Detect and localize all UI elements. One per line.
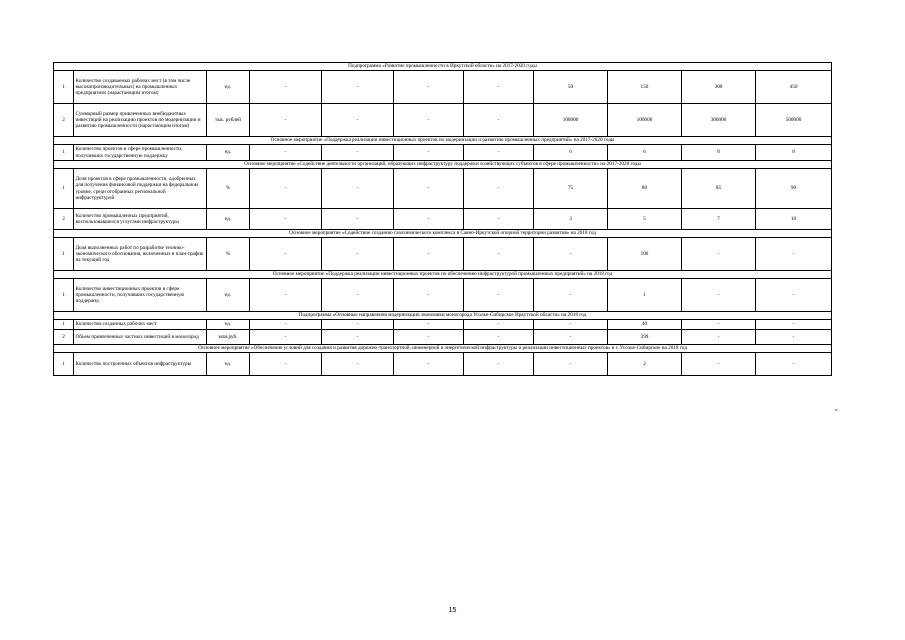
value-cell: 6: [608, 145, 682, 161]
value-cell: -: [756, 320, 832, 330]
section-title: Основное мероприятие «Поддержка реализации инвестиционных проектов по модернизации и развитию промышленных предприятий» на 2017-2020 годы: [54, 137, 832, 145]
indicator-name-cell: Количество инвестиционных проектов в сфере промышленности, получивших государственную поддержку: [74, 279, 207, 312]
indicator-row: [54, 71, 832, 104]
indicator-name-cell: Количество созданных рабочих мест: [74, 320, 207, 330]
value-cell: -: [464, 169, 534, 209]
row-number-cell: 1: [54, 145, 74, 161]
value-cell: 450: [756, 71, 832, 104]
value-cell: -: [250, 169, 322, 209]
section-title: Основное мероприятие «Поддержка реализации инвестиционных проектов по обеспечению инфраструктурой промышленных предприятий» на 2018 год: [54, 271, 832, 279]
indicators-table: [53, 62, 832, 376]
indicator-row: [54, 104, 832, 137]
value-cell: -: [682, 279, 756, 312]
section-title: Основное мероприятие «Содействие деятельности организаций, образующих инфраструктуру поддержки хозяйствующих субъектов в сфере промышленности» на 2017-2020 годы: [54, 161, 832, 169]
value-cell: -: [250, 145, 322, 161]
value-cell: 7: [682, 209, 756, 230]
value-cell: -: [250, 279, 322, 312]
subprogram-header-row: [54, 312, 832, 320]
value-cell: 399: [608, 330, 682, 345]
value-cell: 10: [756, 209, 832, 230]
value-cell: -: [682, 330, 756, 345]
value-cell: 3: [534, 209, 608, 230]
page-number: 15: [448, 607, 457, 614]
indicators-table-body: [54, 63, 832, 376]
value-cell: -: [250, 104, 322, 137]
value-cell: 1: [608, 279, 682, 312]
value-cell: 300000: [682, 104, 756, 137]
subprogram-title: Подпрограмма «Основные направления модернизации экономики моногорода Усолье-Сибирское Иркутской области» на 2018 год: [54, 312, 832, 320]
unit-cell: ед.: [207, 279, 250, 312]
row-number-cell: 2: [54, 104, 74, 137]
unit-cell: ед.: [207, 209, 250, 230]
row-number-cell: 1: [54, 353, 74, 376]
section-title-row: [54, 345, 832, 353]
value-cell: -: [464, 279, 534, 312]
row-number-cell: 1: [54, 71, 74, 104]
value-cell: -: [394, 104, 464, 137]
value-cell: 8: [756, 145, 832, 161]
unit-cell: млн.руб.: [207, 330, 250, 345]
value-cell: 100000: [534, 104, 608, 137]
value-cell: -: [250, 71, 322, 104]
indicator-row: [54, 238, 832, 271]
value-cell: -: [464, 104, 534, 137]
value-cell: 150: [608, 71, 682, 104]
section-title-row: [54, 230, 832, 238]
value-cell: -: [322, 104, 394, 137]
value-cell: -: [464, 238, 534, 271]
value-cell: 5: [608, 209, 682, 230]
value-cell: 300: [682, 71, 756, 104]
value-cell: -: [756, 330, 832, 345]
indicator-row: [54, 209, 832, 230]
indicator-name-cell: Доля проектов в сфере промышленности, одобренных для получения финансовой поддержки на федеральном уровне, среди отобранных региональной инфраструктурой: [74, 169, 207, 209]
indicator-row: [54, 169, 832, 209]
value-cell: -: [322, 320, 394, 330]
value-cell: 90: [756, 169, 832, 209]
value-cell: 100: [608, 238, 682, 271]
row-number-cell: 1: [54, 169, 74, 209]
value-cell: -: [464, 320, 534, 330]
indicator-row: [54, 145, 832, 161]
value-cell: 100000: [608, 104, 682, 137]
value-cell: -: [682, 353, 756, 376]
value-cell: -: [250, 330, 322, 345]
value-cell: -: [394, 279, 464, 312]
value-cell: -: [250, 209, 322, 230]
value-cell: -: [322, 209, 394, 230]
row-number-cell: 1: [54, 238, 74, 271]
value-cell: 50: [534, 71, 608, 104]
value-cell: 6: [534, 145, 608, 161]
value-cell: -: [756, 279, 832, 312]
value-cell: -: [756, 238, 832, 271]
value-cell: 40: [608, 320, 682, 330]
value-cell: -: [464, 209, 534, 230]
section-title-row: [54, 137, 832, 145]
value-cell: -: [534, 330, 608, 345]
value-cell: -: [322, 238, 394, 271]
value-cell: -: [250, 353, 322, 376]
section-title: Основное мероприятие «Обеспечение условий для создания и развития дорожно-транспортной, инженерной и энергетической инфраструктуры и реализации инвестиционных проектов» в г. Усолье-Сибирское на 2018 год: [54, 345, 832, 353]
value-cell: -: [464, 353, 534, 376]
section-title: Основное мероприятие «Содействие созданию газохимического комплекса в Саяно-Иркутской опорной территории развития» на 2018 год: [54, 230, 832, 238]
value-cell: -: [464, 145, 534, 161]
unit-cell: ед.: [207, 71, 250, 104]
value-cell: -: [464, 71, 534, 104]
value-cell: -: [682, 320, 756, 330]
value-cell: -: [322, 71, 394, 104]
value-cell: -: [394, 238, 464, 271]
row-number-cell: 2: [54, 209, 74, 230]
value-cell: -: [464, 330, 534, 345]
indicator-name-cell: Количество промышленных предприятий, воспользовавшихся услугами инфраструктуры: [74, 209, 207, 230]
section-title-row: [54, 271, 832, 279]
subprogram-title: Подпрограмма «Развитие промышленности в Иркутской области» на 2017-2020 годы: [54, 63, 832, 71]
indicator-name-cell: Количество проектов в сфере промышленности, получивших государственную поддержку: [74, 145, 207, 161]
value-cell: -: [322, 169, 394, 209]
indicator-row: [54, 353, 832, 376]
indicator-row: [54, 330, 832, 345]
value-cell: -: [394, 145, 464, 161]
value-cell: -: [534, 238, 608, 271]
value-cell: -: [394, 71, 464, 104]
value-cell: -: [322, 145, 394, 161]
unit-cell: ед.: [207, 353, 250, 376]
value-cell: -: [394, 209, 464, 230]
unit-cell: ед.: [207, 145, 250, 161]
indicator-name-cell: Суммарный размер привлеченных внебюджетных инвестиций на реализацию проектов по модернизации и развитию промышленности (нарастающим итогом): [74, 104, 207, 137]
value-cell: -: [322, 353, 394, 376]
subprogram-header-row: [54, 63, 832, 71]
row-number-cell: 1: [54, 320, 74, 330]
indicator-name-cell: Количество создаваемых рабочих мест (в том числе высокопроизводительных) на промышленных предприятиях (нарастающим итогом): [74, 71, 207, 104]
value-cell: 80: [608, 169, 682, 209]
indicator-name-cell: Доля выполненных работ по разработке технико-экономического обоснования, включенных в план-график на текущий год: [74, 238, 207, 271]
value-cell: -: [534, 279, 608, 312]
value-cell: -: [394, 169, 464, 209]
unit-cell: ед.: [207, 320, 250, 330]
unit-cell: %: [207, 169, 250, 209]
section-title-row: [54, 161, 832, 169]
value-cell: -: [322, 330, 394, 345]
value-cell: -: [756, 353, 832, 376]
value-cell: 2: [608, 353, 682, 376]
value-cell: 75: [534, 169, 608, 209]
unit-cell: %: [207, 238, 250, 271]
value-cell: -: [394, 330, 464, 345]
closing-quote-mark: ».: [835, 408, 839, 413]
value-cell: -: [250, 320, 322, 330]
value-cell: -: [534, 353, 608, 376]
value-cell: -: [394, 353, 464, 376]
value-cell: -: [394, 320, 464, 330]
value-cell: -: [322, 279, 394, 312]
indicator-name-cell: Объем привлеченных частных инвестиций в моногород: [74, 330, 207, 345]
indicator-row: [54, 320, 832, 330]
value-cell: 8: [682, 145, 756, 161]
value-cell: -: [250, 238, 322, 271]
indicator-name-cell: Количество построенных объектов инфраструктуры: [74, 353, 207, 376]
indicator-row: [54, 279, 832, 312]
value-cell: -: [534, 320, 608, 330]
value-cell: -: [682, 238, 756, 271]
value-cell: 85: [682, 169, 756, 209]
row-number-cell: 2: [54, 330, 74, 345]
value-cell: 500000: [756, 104, 832, 137]
row-number-cell: 1: [54, 279, 74, 312]
unit-cell: тыс. рублей: [207, 104, 250, 137]
